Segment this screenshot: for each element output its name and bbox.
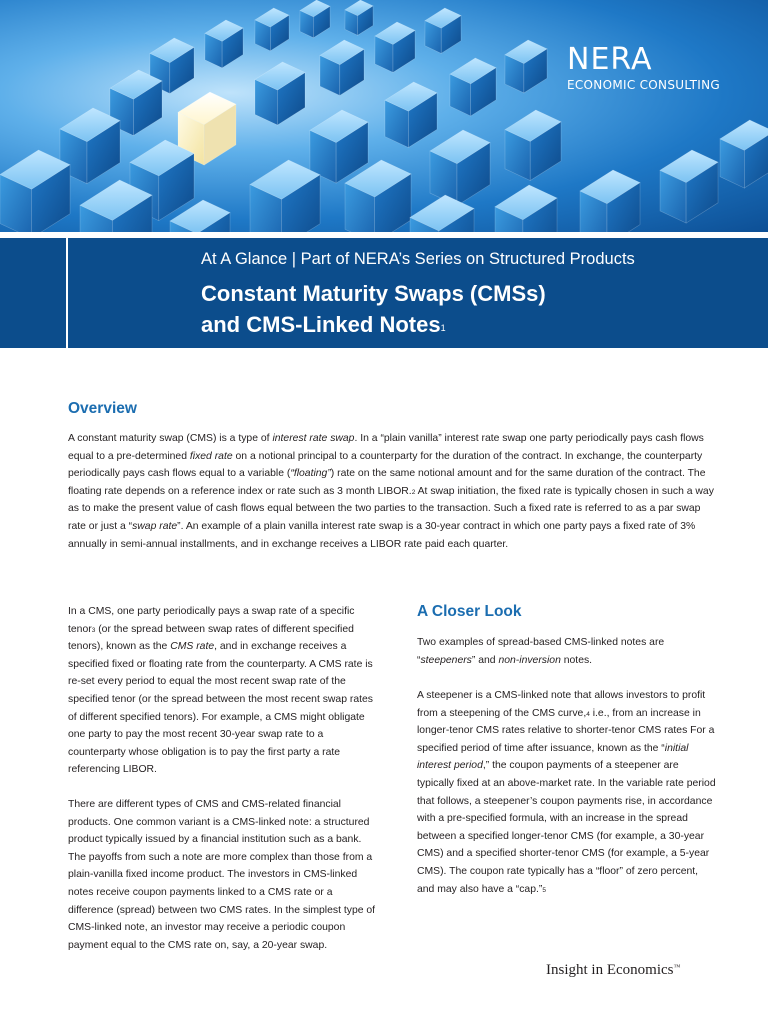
title-band-left-block (0, 238, 66, 348)
cube (300, 0, 330, 38)
cms-products-paragraph: There are different types of CMS and CMS-related financial products. One common variant is a CMS-linked note: a structured product typically issued by a financial institution such as a bank. The payoffs from such a note are more complex than those from a plain-vanilla fixed income product. The investors in CMS-linked notes receive coupon payments linked to a CMS rate or a difference (spread) between two CMS rates. In the simplest type of CMS-linked note, an investor may receive a periodic coupon payment equal to the CMS rate on, say, a 20-year swap. (68, 799, 376, 951)
cube (660, 150, 718, 223)
cube (505, 110, 561, 181)
cube (375, 22, 415, 72)
closer-look-heading: A Closer Look (417, 603, 522, 620)
overview-heading: Overview (68, 400, 137, 417)
cube (345, 0, 373, 35)
brand-logo-subtitle: ECONOMIC CONSULTING (567, 78, 720, 92)
hero-banner (0, 0, 768, 232)
cube (320, 40, 364, 95)
cube (430, 130, 490, 206)
steepener-paragraph: A steepener is a CMS-linked note that allows investors to profit from a steepening of the CMS curve,$^4$ i.e., from an increase in longer-tenor CMS rates relative to shorter-tenor CMS rates For a specified period of time after issuance, known as the “initial interest period,” the coupon payments of a steepener are typically fixed at an above-market rate. In the variable rate period that follows, a steepener’s coupon payments rise, in accordance with a pre-specified formula, with an increase in the spread between a specified longer-tenor CMS (for example, a 30-year CMS) and a specified shorter-tenor CMS (for example, a 5-year CMS). The coupon rate typically has a “floor” of zero percent, and may also have a “cap.”$^5$ (417, 690, 716, 895)
cubes-illustration (0, 0, 768, 232)
cube (495, 185, 557, 232)
cube (425, 8, 461, 53)
cube (255, 62, 305, 125)
cube (450, 58, 496, 116)
cube (720, 120, 768, 188)
title-line-1: Constant Maturity Swaps (CMSs) (201, 281, 546, 306)
cube (255, 8, 289, 51)
overview-paragraph: A constant maturity swap (CMS) is a type of interest rate swap. In a “plain vanilla” interest rate swap one party periodically pays cash flows equal to a pre-determined fixed rate on a notional principal to a counterparty for the duration of the contract. In exchange, the counterparty periodically pays cash flows equal to a variable (“floating”) rate on the same notional amount and for the same duration of the contract. The floating rate depends on a reference index or rate such as 3 month LIBOR.$^2$ At swap initiation, the fixed rate is typically chosen in such a way as to make the present value of cash flows equal between the two parties to the transaction. Such a fixed rate is referred to as a par swap rate or just a “swap rate”. An example of a plain vanilla interest rate swap is a 30-year contract in which one party pays a fixed rate of 3% annually in semi-annual installments, and in exchange receives a LIBOR rate paid each quarter. (68, 433, 714, 550)
title-footnote-marker: 1 (440, 323, 446, 333)
cube (250, 160, 320, 232)
document-title (201, 278, 546, 340)
cube (205, 20, 243, 68)
footer-tagline: Insight in Economics™ (546, 962, 681, 978)
closer-look-intro-paragraph: Two examples of spread-based CMS-linked notes are “steepeners” and non-inversion notes. (417, 637, 665, 666)
cms-definition-paragraph: In a CMS, one party periodically pays a swap rate of a specific tenor$^3$ (or the spread between swap rates of different specified tenors), known as the CMS rate, and in exchange receives a specified fixed or floating rate from the counterparty. A CMS rate is re-set every period to equal the most recent swap rate of the specified tenor (or the spread between the most recent swap rates of different specified tenors). For example, a CMS might obligate one party to pay the most recent 30-year swap rate to a counterparty whose obligation is to pay the first party a rate referencing LIBOR. (68, 606, 373, 776)
brand-logo-name: NERA (567, 42, 653, 77)
series-subtitle: At A Glance | Part of NERA’s Series on Structured Products (201, 250, 635, 268)
cube (580, 170, 640, 232)
cube (385, 82, 437, 148)
cube (310, 110, 368, 183)
cube (0, 150, 70, 232)
cube (505, 40, 547, 93)
title-line-2: and CMS-Linked Notes (201, 312, 441, 337)
